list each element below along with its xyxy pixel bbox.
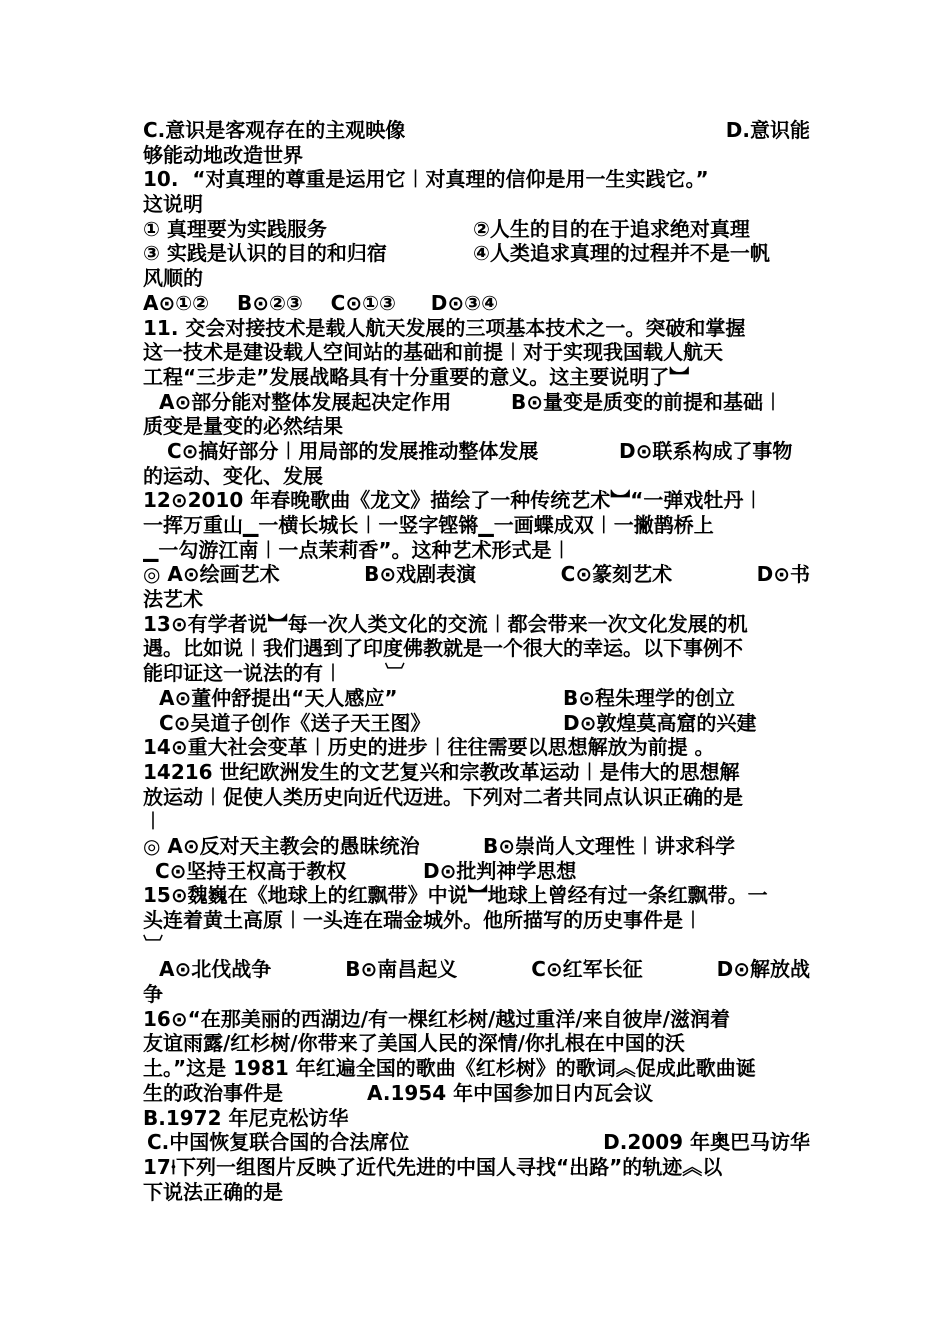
option-d: D⊙书 [756, 562, 810, 587]
option-row [143, 711, 810, 736]
statement-row [143, 241, 810, 266]
option-row [143, 834, 810, 859]
option-a: A⊙董仲舒提出“天人感应” [159, 685, 398, 710]
text-line: 这一技术是建设载人空间站的基础和前提︱对于实现我国载人航天 [143, 340, 723, 365]
option-b: B⊙戏剧表演 [364, 562, 477, 587]
option-row [143, 957, 810, 982]
option-row [143, 562, 810, 587]
text-line: 土。”这是 1981 年红遍全国的歌曲《红杉树》的歌词︽促成此歌曲诞 [143, 1056, 756, 1081]
text-line: 法艺术 [143, 587, 203, 612]
option-b: B⊙程朱理学的创立 [563, 685, 736, 710]
option-row [143, 390, 810, 415]
statement-4: ④人类追求真理的过程并不是一帆 [473, 241, 770, 266]
question-13: 13⊙有学者说︼每一次人类文化的交流︱都会带来一次文化发展的机 [143, 611, 748, 636]
question-15: 15⊙魏巍在《地球上的红飘带》中说︼地球上曾经有过一条红飘带。一 [143, 883, 768, 908]
text-line: 遇。比如说︱我们遇到了印度佛教就是一个很大的幸运。以下事例不 [143, 636, 743, 661]
option-a: ◎ A⊙绘画艺术 [143, 562, 280, 587]
text-line: 放运动︱促使人类历史向近代迈进。下列对二者共同点认识正确的是 [143, 784, 743, 809]
question-16: 16⊙“在那美丽的西湖边/有一棵红杉树/越过重洋/来自彼岸/滋润着 [143, 1006, 730, 1031]
text-line: 工程“三步走”发展战略具有十分重要的意义。这主要说明了︼ [143, 364, 690, 389]
option-d: D⊙联系构成了事物 [619, 438, 793, 463]
option-c: C⊙吴道子创作《送子天王图》 [159, 710, 431, 735]
text-line: 够能动地改造世界 [143, 142, 303, 167]
option-row [143, 118, 810, 143]
option-c: C.意识是客观存在的主观映像 [143, 118, 406, 142]
text-line: 友谊雨露/红杉树/你带来了美国人民的深情/你扎根在中国的沃 [143, 1031, 685, 1056]
option-c: C⊙篆刻艺术 [560, 562, 673, 587]
text-line: 争 [143, 982, 163, 1007]
text-line: 质变是量变的必然结果 [143, 414, 343, 439]
answer-options: A⊙①② B⊙②③ C⊙①③ D⊙③④ [143, 290, 499, 315]
option-row [143, 686, 810, 711]
option-c: C⊙搞好部分︱用局部的发展推动整体发展 [167, 438, 539, 463]
option-b: B⊙南昌起义 [345, 957, 458, 982]
option-a: ◎ A⊙反对天主教会的愚昧统治 [143, 833, 420, 858]
option-row [143, 439, 810, 464]
option-d: D.2009 年奥巴马访华 [603, 1130, 810, 1155]
text-line: 头连着黄土高原︱一头连在瑞金城外。他所描写的历史事件是︱ [143, 908, 703, 932]
option-d: D⊙解放战 [716, 957, 810, 982]
option-c: C.中国恢复联合国的合法席位 [147, 1130, 410, 1155]
option-a: A⊙北伐战争 [159, 957, 272, 982]
text-line: 这说明 [143, 192, 203, 217]
option-d: D.意识能 [725, 118, 810, 142]
text-line: 一挥万重山▁一横长城长︱一竖字铿锵▁一画蝶成双︱一撇鹊桥上 [143, 513, 714, 537]
option-d: D⊙敦煌莫高窟的兴建 [563, 710, 757, 735]
option-b: B⊙量变是质变的前提和基础︱ [511, 389, 784, 414]
question-14: 14⊙重大社会变革︱历史的进步︱往往需要以思想解放为前提 。 [143, 735, 715, 760]
option-row [143, 1130, 810, 1155]
text-segment: 生的政治事件是 [143, 1080, 283, 1105]
question-17: 17⍿下列一组图片反映了近代先进的中国人寻找“出路”的轨迹︽以 [143, 1154, 723, 1179]
text-line: 能印证这一说法的有︱ ︺ [143, 661, 405, 686]
option-a: A⊙部分能对整体发展起决定作用 [159, 389, 452, 414]
text-line: ▁一勾游江南︱一点茉莉香”。这种艺术形式是︱ [143, 537, 572, 562]
text-line: 的运动、变化、发展 [143, 463, 323, 488]
text-line: ︺ [143, 932, 163, 957]
statement-row [143, 217, 810, 242]
statement-1: ① 真理要为实践服务 [143, 216, 327, 241]
option-b: B⊙崇尚人文理性︱讲求科学 [483, 833, 736, 858]
statement-2: ②人生的目的在于追求绝对真理 [473, 216, 750, 241]
option-c: C⊙坚持王权高于教权 [155, 858, 347, 883]
question-12: 12⊙2010 年春晚歌曲《龙文》描绘了一种传统艺术︼“一弹戏牡丹︱ [143, 488, 764, 513]
option-c: C⊙红军长征 [531, 957, 643, 982]
text-line: 下说法正确的是 [143, 1179, 283, 1204]
option-row [143, 1081, 810, 1106]
option-d: D⊙批判神学思想 [423, 858, 577, 883]
option-b: B.1972 年尼克松访华 [143, 1105, 349, 1130]
text-line: 风顺的 [143, 266, 203, 291]
text-line: 14216 世纪欧洲发生的文艺复兴和宗教改革运动︱是伟大的思想解 [143, 759, 740, 784]
option-a: A.1954 年中国参加日内瓦会议 [367, 1080, 654, 1105]
statement-3: ③ 实践是认识的目的和归宿 [143, 241, 387, 266]
text-line: ︱ [143, 809, 163, 834]
option-row [143, 859, 810, 884]
question-11: 11. 交会对接技术是载人航天发展的三项基本技术之一。突破和掌握 [143, 315, 746, 340]
question-10: 10. “对真理的尊重是运用它︱对真理的信仰是用一生实践它。” [143, 167, 709, 192]
